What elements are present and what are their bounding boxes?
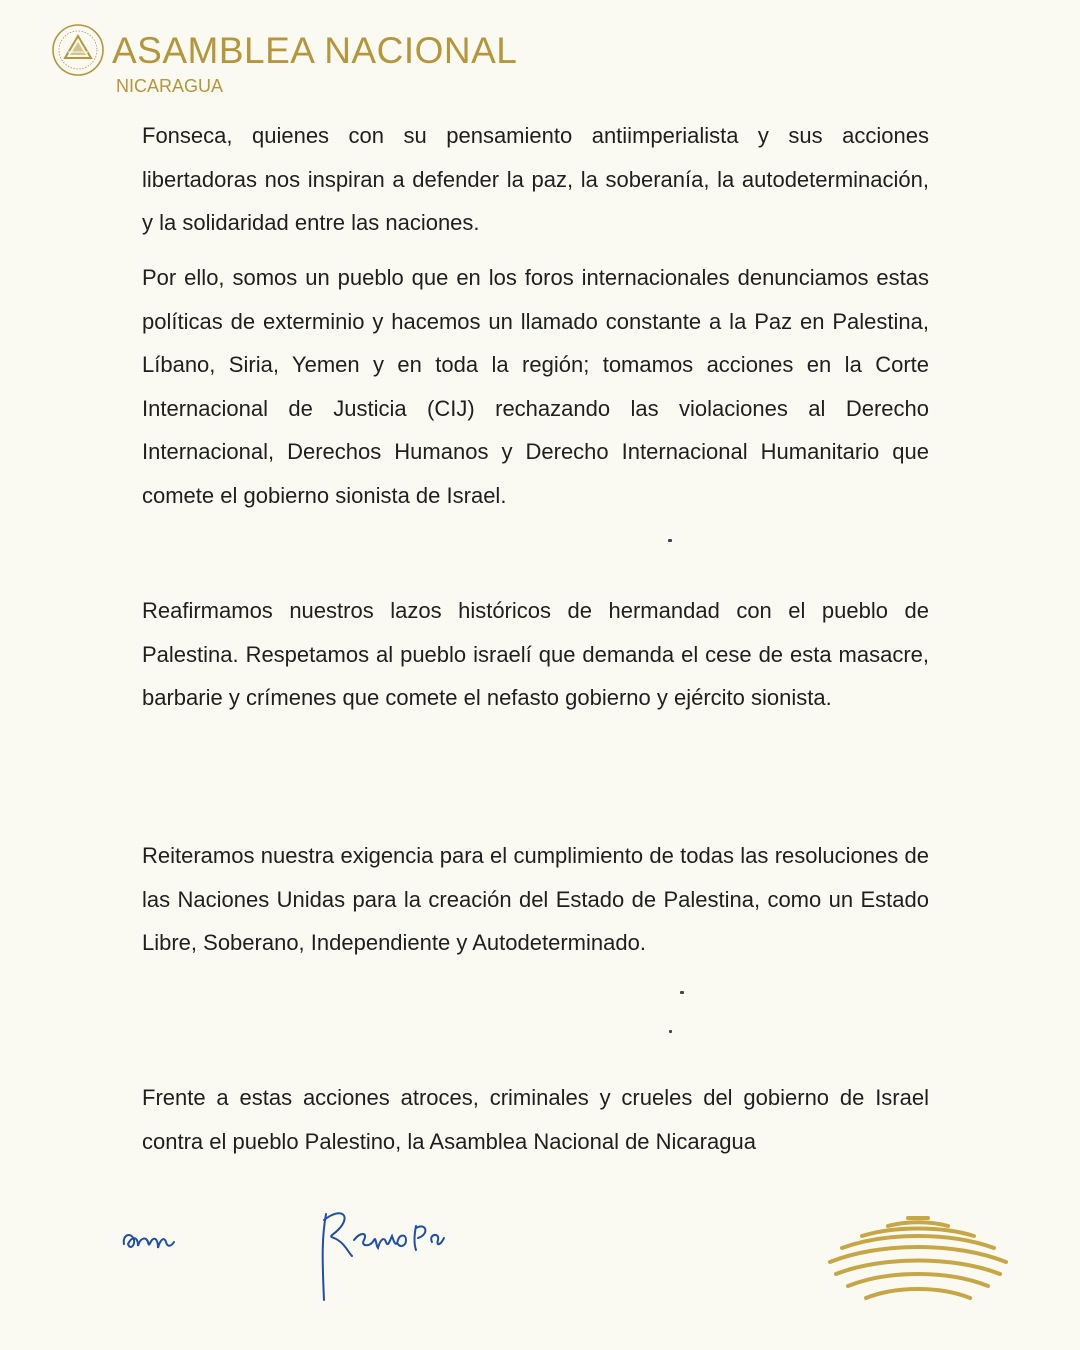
paragraph-text: Frente a estas acciones atroces, criminales y crueles del gobierno de Israel contra el pueblo Palestino, la Asamblea Nacional de Nicaragua [142,1085,929,1154]
paragraph-text: Reiteramos nuestra exigencia para el cumplimiento de todas las resoluciones de las Naciones Unidas para la creación del Estado de Palestina, como un Estado Libre, Soberano, Independiente y Autodeterminado. [142,843,929,955]
signature-initials [118,1218,178,1258]
paragraph-text: Por ello, somos un pueblo que en los foros internacionales denunciamos estas políticas de exterminio y hacemos un llamado constante a la Paz en Palestina, Líbano, Siria, Yemen y en toda la región; tomamos acciones en la Corte Internacional de Justicia (CIJ) rechazando las violaciones al Derecho Internacional, Derechos Humanos y Derecho Internacional Humanitario que comete el gobierno sionista de Israel. [142,265,929,508]
paragraph-text: Fonseca, quienes con su pensamiento antiimperialista y sus acciones libertadoras nos inspiran a defender la paz, la soberanía, la autodeterminación, y la solidaridad entre las naciones. [142,123,929,235]
signature-main [312,1196,454,1306]
paragraph-4 [142,834,929,965]
letterhead-title: ASAMBLEA NACIONAL [112,30,518,71]
paragraph-3 [142,589,929,720]
letterhead-subtitle: NICARAGUA [116,76,224,96]
scan-speck [669,1030,672,1033]
paragraph-2 [142,256,929,517]
scan-speck [668,539,672,542]
national-seal-icon [50,22,106,78]
paragraph-5 [142,1076,929,1163]
paragraph-text: Reafirmamos nuestros lazos históricos de hermandad con el pueblo de Palestina. Respetamos al pueblo israelí que demanda el cese de esta masacre, barbarie y crímenes que comete el nefasto gobierno y ejército sionista. [142,598,929,710]
scan-speck [680,991,684,994]
paragraph-1 [142,114,929,245]
assembly-chamber-icon [822,1212,1012,1312]
